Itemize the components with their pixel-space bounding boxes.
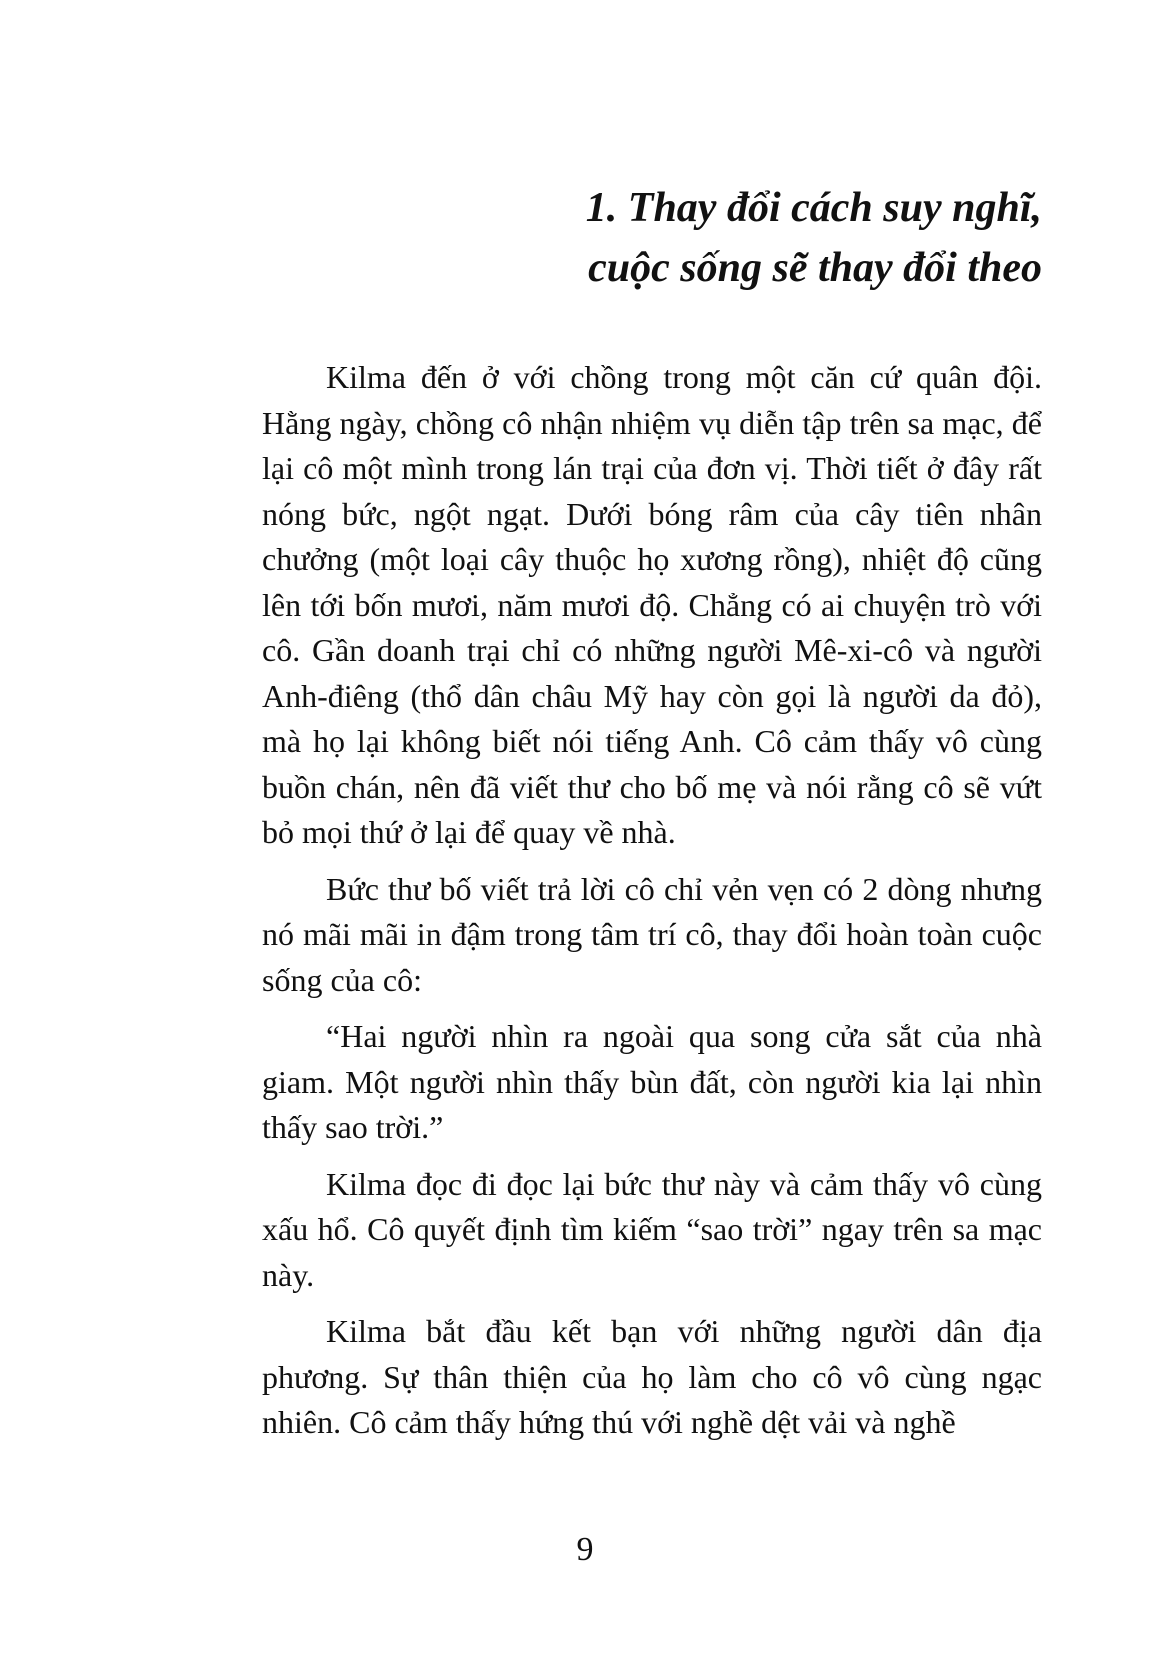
chapter-title-line-2: cuộc sống sẽ thay đổi theo — [588, 245, 1042, 291]
chapter-body — [262, 355, 1042, 1457]
paragraph-2: Bức thư bố viết trả lời cô chỉ vẻn vẹn có 2 dòng nhưng nó mãi mãi in đậm trong tâm trí cô, thay đổi hoàn toàn cuộc sống của cô: — [262, 870, 1042, 998]
chapter-title — [262, 178, 1042, 298]
chapter-title-line-1: 1. Thay đổi cách suy nghĩ, — [585, 185, 1042, 231]
paragraph-1: Kilma đến ở với chồng trong một căn cứ quân đội. Hằng ngày, chồng cô nhận nhiệm vụ diễn tập trên sa mạc, để lại cô một mình trong lán trại của đơn vị. Thời tiết ở đây rất nóng bức, ngột ngạt. Dưới bóng râm của cây tiên nhân chưởng (một loại cây thuộc họ xương rồng), nhiệt độ cũng lên tới bốn mươi, năm mươi độ. Chẳng có ai chuyện trò với cô. Gần doanh trại chỉ có những người Mê-xi-cô và người Anh-điêng (thổ dân châu Mỹ hay còn gọi là người da đỏ), mà họ lại không biết nói tiếng Anh. Cô cảm thấy vô cùng buồn chán, nên đã viết thư cho bố mẹ và nói rằng cô sẽ vứt bỏ mọi thứ ở lại để quay về nhà. — [262, 359, 1042, 850]
paragraph-3-quote: “Hai người nhìn ra ngoài qua song cửa sắt của nhà giam. Một người nhìn thấy bùn đất, còn người kia lại nhìn thấy sao trời.” — [262, 1018, 1042, 1145]
paragraph-4: Kilma đọc đi đọc lại bức thư này và cảm thấy vô cùng xấu hổ. Cô quyết định tìm kiếm “sao trời” ngay trên sa mạc này. — [262, 1165, 1042, 1293]
page-number: 9 — [576, 1531, 594, 1568]
paragraph-5: Kilma bắt đầu kết bạn với những người dân địa phương. Sự thân thiện của họ làm cho cô vô cùng ngạc nhiên. Cô cảm thấy hứng thú với nghề dệt vải và nghề — [262, 1313, 1042, 1440]
